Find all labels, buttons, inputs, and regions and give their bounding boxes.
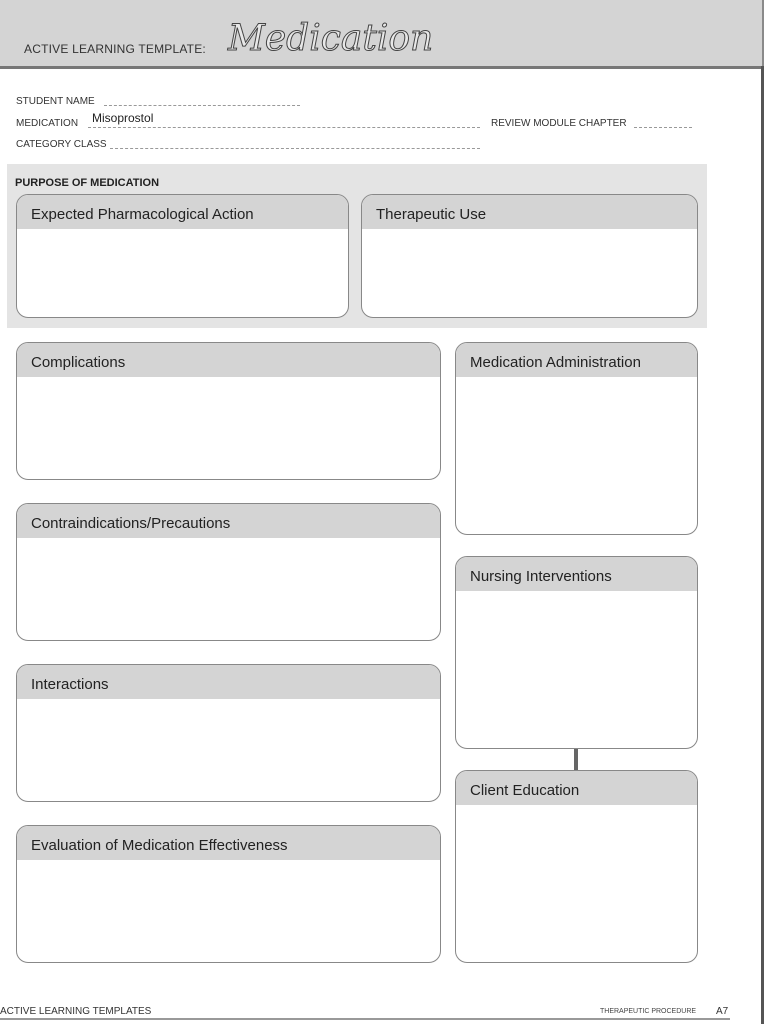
box-label: Client Education xyxy=(456,771,697,805)
box-evaluation[interactable] xyxy=(16,825,441,963)
box-expected-action[interactable] xyxy=(16,194,349,318)
box-label: Complications xyxy=(17,343,440,377)
box-label: Evaluation of Medication Effectiveness xyxy=(17,826,440,860)
page-number: A7 xyxy=(716,1006,729,1017)
box-contraindications[interactable] xyxy=(16,503,441,641)
purpose-title: PURPOSE OF MEDICATION xyxy=(15,177,160,189)
medication-label: MEDICATION xyxy=(16,118,79,129)
medication-value[interactable]: Misoprostol xyxy=(92,111,154,125)
footer-left: ACTIVE LEARNING TEMPLATES xyxy=(0,1006,152,1017)
footer-right: THERAPEUTIC PROCEDURE xyxy=(600,1008,697,1015)
box-label: Medication Administration xyxy=(456,343,697,377)
template-label: ACTIVE LEARNING TEMPLATE: xyxy=(24,42,206,56)
box-label: Interactions xyxy=(17,665,440,699)
box-administration[interactable] xyxy=(455,342,698,535)
review-module-label: REVIEW MODULE CHAPTER xyxy=(491,118,627,129)
box-label: Therapeutic Use xyxy=(362,195,697,229)
category-class-label: CATEGORY CLASS xyxy=(16,139,107,150)
box-label: Nursing Interventions xyxy=(456,557,697,591)
connector-line xyxy=(574,749,578,771)
header-rule xyxy=(0,66,764,69)
box-interactions[interactable] xyxy=(16,664,441,802)
box-therapeutic-use[interactable] xyxy=(361,194,698,318)
medication-field[interactable] xyxy=(88,126,480,128)
box-complications[interactable] xyxy=(16,342,441,480)
box-label: Contraindications/Precautions xyxy=(17,504,440,538)
template-title: Medication xyxy=(228,18,434,59)
student-name-field[interactable] xyxy=(104,104,300,106)
box-label: Expected Pharmacological Action xyxy=(17,195,348,229)
review-module-field[interactable] xyxy=(634,126,692,128)
category-class-field[interactable] xyxy=(110,147,480,149)
student-name-label: STUDENT NAME xyxy=(16,96,95,107)
box-client-education[interactable] xyxy=(455,770,698,963)
footer-rule xyxy=(0,1018,730,1020)
box-nursing-interventions[interactable] xyxy=(455,556,698,749)
